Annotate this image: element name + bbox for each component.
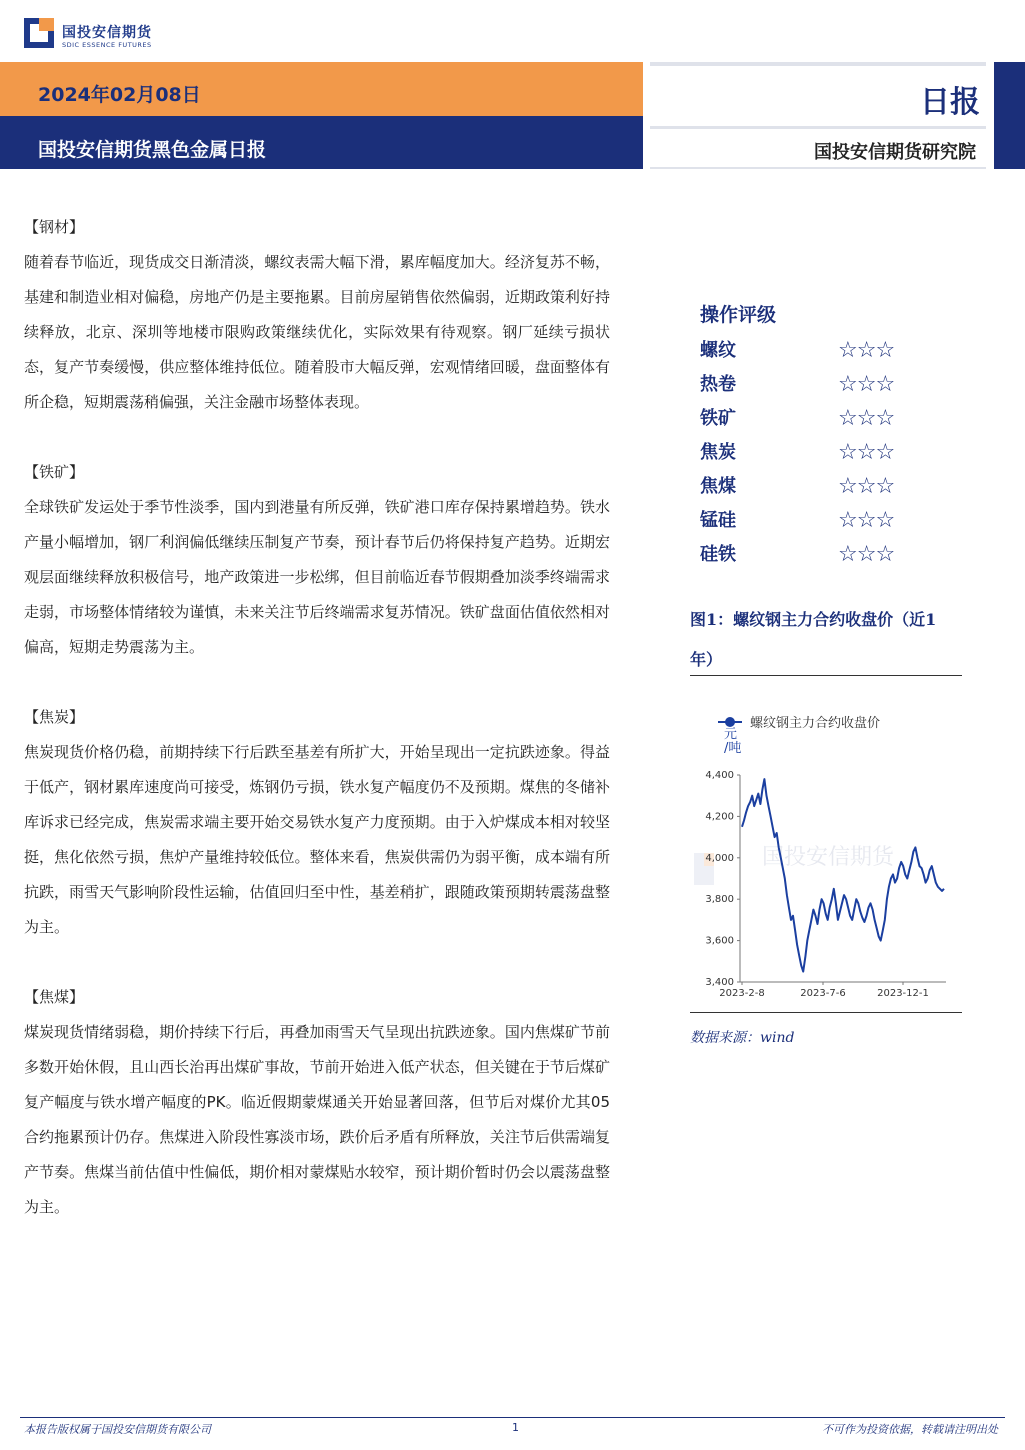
y-tick-label: 4,000 (705, 852, 734, 864)
y-axis-label-unit: /吨 (724, 741, 742, 756)
star-icon: ☆☆☆ (838, 474, 895, 499)
header-divider-mid (650, 126, 986, 129)
star-icon: ☆☆☆ (838, 338, 895, 363)
section-text: 焦炭现货价格仍稳，前期持续下行后跌至基差有所扩大，开始呈现出一定抗跌迹象。得益于低产，钢材累库速度尚可接受，炼钢仍亏损，铁水复产幅度仍不及预期。煤焦的冬储补库诉求已经完成，焦炭需求端主要开始交易铁水复产力度预期。由于入炉煤成本相对较坚挺，焦化依然亏损，焦炉产量维持较低位。整体来看，焦炭供需仍为弱平衡，成本端有所抗跌，雨雪天气影响阶段性运输，估值回归至中性，基差稍扩，跟随政策预期转震荡盘整为主。 (24, 743, 610, 936)
rating-name: 铁矿 (700, 408, 736, 429)
section-heading: 【铁矿】 (24, 463, 85, 481)
report-title: 国投安信期货黑色金属日报 (38, 139, 267, 161)
header-accent-bar (994, 62, 1025, 169)
star-icon: ☆☆☆ (838, 508, 895, 533)
x-tick-label: 2023-12-1 (877, 988, 929, 999)
header-divider-top (650, 62, 986, 66)
data-source: 数据来源：wind (690, 1030, 795, 1046)
rating-name: 焦炭 (700, 442, 736, 463)
y-tick-label: 4,400 (705, 770, 734, 781)
footer-divider (20, 1417, 1005, 1418)
rating-row (700, 368, 960, 402)
rating-name: 螺纹 (700, 340, 736, 361)
chart-watermark: 国投安信期货 (762, 845, 895, 870)
rating-panel (700, 300, 960, 572)
star-icon: ☆☆☆ (838, 542, 895, 567)
y-tick-label: 3,400 (705, 977, 734, 988)
x-tick-label: 2023-2-8 (719, 988, 765, 999)
section-text: 煤炭现货情绪弱稳，期价持续下行后，再叠加雨雪天气呈现出抗跌迹象。国内焦煤矿节前多数开始休假，且山西长治再出煤矿事故，节前开始进入低产状态，但关键在于节后煤矿复产幅度与铁水增产幅度的PK。临近假期蒙煤通关开始显著回落，但节后对煤价尤其05合约拖累预计仍存。焦煤进入阶段性寡淡市场，跌价后矛盾有所释放，关注节后供需端复产节奏。焦煤当前估值中性偏低，期价相对蒙煤贴水较窄，预计期价暂时仍会以震荡盘整为主。 (24, 1023, 610, 1216)
rating-row (700, 470, 960, 504)
report-body (24, 210, 610, 1260)
report-date: 2024年02月08日 (38, 84, 201, 106)
figure-title: 图1：螺纹钢主力合约收盘价（近1年） (690, 610, 937, 669)
section-heading: 【焦煤】 (24, 988, 85, 1006)
section-coking-coal (24, 980, 610, 1225)
figure-divider-top (690, 675, 962, 676)
institute-name: 国投安信期货研究院 (814, 142, 976, 163)
daily-label: 日报 (920, 85, 980, 120)
footer-copyright: 本报告版权属于国投安信期货有限公司 (24, 1423, 211, 1436)
legend-marker-icon (725, 717, 735, 727)
rating-name: 焦煤 (700, 476, 736, 497)
logo-text-cn: 国投安信期货 (62, 25, 152, 41)
header-divider-bottom (650, 167, 986, 169)
rating-row (700, 538, 960, 572)
y-axis-label: 元 (724, 727, 738, 742)
rebar-price-chart (690, 690, 962, 1010)
y-tick-label: 4,200 (705, 811, 734, 823)
star-icon: ☆☆☆ (838, 440, 895, 465)
section-heading: 【焦炭】 (24, 708, 85, 726)
rating-row (700, 402, 960, 436)
section-coke (24, 700, 610, 945)
rating-title: 操作评级 (700, 304, 777, 326)
star-icon: ☆☆☆ (838, 372, 895, 397)
logo-text-en: SDIC ESSENCE FUTURES (62, 41, 152, 49)
page-number: 1 (512, 1421, 519, 1434)
star-icon: ☆☆☆ (838, 406, 895, 431)
rating-name: 热卷 (700, 374, 736, 395)
rating-name: 硅铁 (700, 544, 736, 565)
section-iron-ore (24, 455, 610, 665)
y-tick-label: 3,800 (705, 894, 734, 906)
series-line-rebar (742, 779, 944, 972)
legend-label: 螺纹钢主力合约收盘价 (750, 716, 881, 731)
y-tick-label: 3,600 (705, 935, 734, 947)
figure-divider-bottom (690, 1012, 962, 1013)
rating-row (700, 504, 960, 538)
section-text: 随着春节临近，现货成交日渐清淡，螺纹表需大幅下滑，累库幅度加大。经济复苏不畅，基建和制造业相对偏稳，房地产仍是主要拖累。目前房屋销售依然偏弱，近期政策利好持续释放，北京、深圳等地楼市限购政策继续优化，实际效果有待观察。钢厂延续亏损状态，复产节奏缓慢，供应整体维持低位。随着股市大幅反弹，宏观情绪回暖，盘面整体有所企稳，短期震荡稍偏强，关注金融市场整体表现。 (24, 253, 610, 411)
company-logo (24, 16, 164, 52)
section-text: 全球铁矿发运处于季节性淡季，国内到港量有所反弹，铁矿港口库存保持累增趋势。铁水产量小幅增加，钢厂利润偏低继续压制复产节奏，预计春节后仍将保持复产趋势。近期宏观层面继续释放积极信号，地产政策进一步松绑，但目前临近春节假期叠加淡季终端需求走弱，市场整体情绪较为谨慎，未来关注节后终端需求复苏情况。铁矿盘面估值依然相对偏高，短期走势震荡为主。 (24, 498, 610, 656)
rating-name: 锰硅 (700, 510, 736, 531)
rating-row (700, 334, 960, 368)
logo-mark-icon (24, 18, 54, 48)
footer-disclaimer: 不可作为投资依据，转载请注明出处 (822, 1423, 998, 1436)
rating-row (700, 436, 960, 470)
x-tick-label: 2023-7-6 (800, 988, 846, 999)
section-steel (24, 210, 610, 420)
section-heading: 【钢材】 (24, 218, 85, 236)
